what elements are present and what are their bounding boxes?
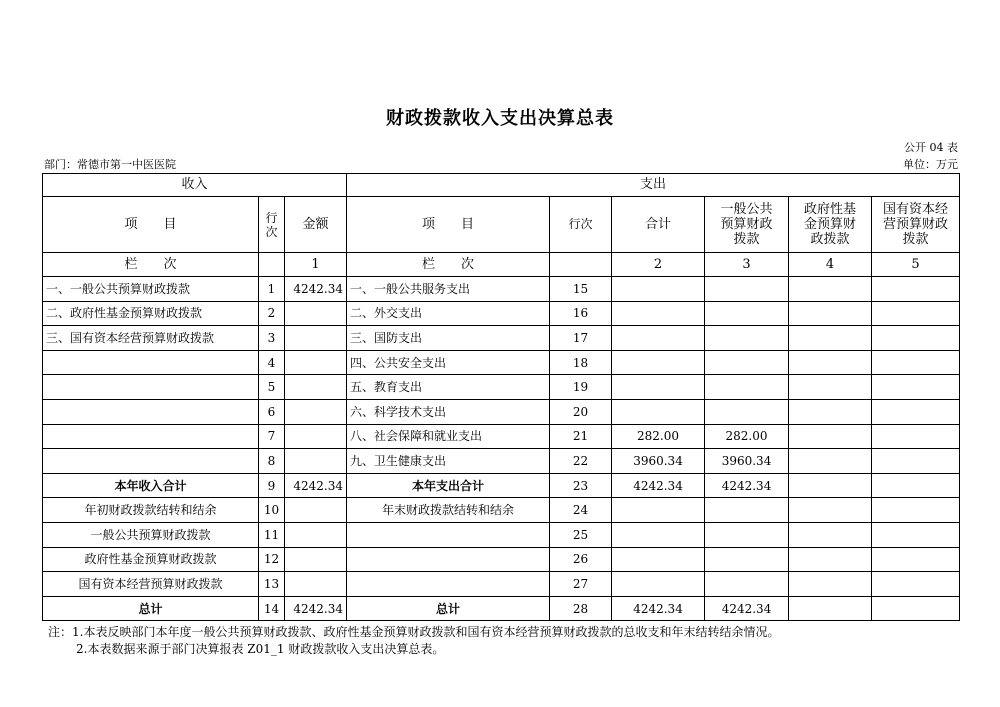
- income-row-no: 4: [259, 350, 285, 375]
- income-amount: 4242.34: [285, 596, 347, 621]
- income-item: 年初财政拨款结转和结余: [43, 498, 259, 523]
- expense-row-no: 16: [550, 301, 612, 326]
- table-row: [43, 277, 960, 302]
- expense-row-no: 23: [550, 473, 612, 498]
- department-label: 部门：常德市第一中医医院: [44, 158, 176, 171]
- col-num-5: 5: [872, 253, 960, 277]
- state-capital-value: [872, 449, 960, 474]
- notes: [48, 624, 779, 658]
- income-row-no: 6: [259, 399, 285, 424]
- expense-row-no: 20: [550, 399, 612, 424]
- income-item: [43, 375, 259, 400]
- general-budget-value: [705, 301, 789, 326]
- expense-row-no: 28: [550, 596, 612, 621]
- income-amount: 4242.34: [285, 473, 347, 498]
- table-row: [43, 572, 960, 597]
- expense-item: 一、一般公共服务支出: [347, 277, 550, 302]
- income-item: 一般公共预算财政拨款: [43, 522, 259, 547]
- note-1: 注：1.本表反映部门本年度一般公共预算财政拨款、政府性基金预算财政拨款和国有资本经营预算财政拨款的总收支和年末结转结余情况。: [48, 625, 780, 639]
- expense-item: 本年支出合计: [347, 473, 550, 498]
- expense-row-no: 15: [550, 277, 612, 302]
- header-state-capital: 国有资本经营预算财政拨款: [872, 197, 960, 253]
- expense-row-no: 22: [550, 449, 612, 474]
- table-row: [43, 522, 960, 547]
- unit-label: 单位：万元: [903, 158, 958, 171]
- expense-row-no: 17: [550, 326, 612, 351]
- state-capital-value: [872, 498, 960, 523]
- income-amount: [285, 449, 347, 474]
- expense-row-no: 21: [550, 424, 612, 449]
- income-amount: [285, 375, 347, 400]
- general-budget-value: [705, 326, 789, 351]
- note-2: 2.本表数据来源于部门决算报表 Z01_1 财政拨款收入支出决算总表。: [76, 642, 445, 656]
- income-row-no: 8: [259, 449, 285, 474]
- expense-total: 282.00: [612, 424, 705, 449]
- header-expense-item: 项 目: [347, 197, 550, 253]
- income-item: 二、政府性基金预算财政拨款: [43, 301, 259, 326]
- header-gov-fund: 政府性基金预算财政拨款: [789, 197, 872, 253]
- income-amount: [285, 498, 347, 523]
- expense-total: [612, 399, 705, 424]
- col-num-blank: [550, 253, 612, 277]
- expense-row-no: 19: [550, 375, 612, 400]
- form-code: 公开 04 表: [904, 141, 958, 154]
- income-item: [43, 350, 259, 375]
- state-capital-value: [872, 277, 960, 302]
- state-capital-value: [872, 522, 960, 547]
- expense-total: 4242.34: [612, 473, 705, 498]
- expense-row-no: 25: [550, 522, 612, 547]
- state-capital-value: [872, 547, 960, 572]
- expense-item: 八、社会保障和就业支出: [347, 424, 550, 449]
- state-capital-value: [872, 424, 960, 449]
- income-row-no: 7: [259, 424, 285, 449]
- income-item: [43, 424, 259, 449]
- state-capital-value: [872, 572, 960, 597]
- gov-fund-value: [789, 326, 872, 351]
- expense-item: 五、教育支出: [347, 375, 550, 400]
- expense-row-no: 24: [550, 498, 612, 523]
- expense-item: 四、公共安全支出: [347, 350, 550, 375]
- general-budget-value: [705, 350, 789, 375]
- gov-fund-value: [789, 277, 872, 302]
- income-amount: [285, 572, 347, 597]
- expense-row-no: 18: [550, 350, 612, 375]
- gov-fund-value: [789, 547, 872, 572]
- expense-item: 年末财政拨款结转和结余: [347, 498, 550, 523]
- col-num-4: 4: [789, 253, 872, 277]
- expense-total: [612, 277, 705, 302]
- state-capital-value: [872, 596, 960, 621]
- gov-fund-value: [789, 449, 872, 474]
- budget-table: [42, 173, 960, 621]
- header-general-budget: 一般公共预算财政拨款: [705, 197, 789, 253]
- state-capital-value: [872, 301, 960, 326]
- col-num-2: 2: [612, 253, 705, 277]
- income-row-no: 12: [259, 547, 285, 572]
- income-row-no: 11: [259, 522, 285, 547]
- table-row: [43, 424, 960, 449]
- expense-total: 4242.34: [612, 596, 705, 621]
- income-amount: [285, 399, 347, 424]
- header-income-row-no: 行次: [259, 197, 285, 253]
- gov-fund-value: [789, 596, 872, 621]
- expense-total: [612, 301, 705, 326]
- table-row: [43, 326, 960, 351]
- table-row: [43, 399, 960, 424]
- table-row: [43, 301, 960, 326]
- expense-item: [347, 522, 550, 547]
- income-amount: [285, 326, 347, 351]
- state-capital-value: [872, 375, 960, 400]
- gov-fund-value: [789, 399, 872, 424]
- income-row-no: 1: [259, 277, 285, 302]
- gov-fund-value: [789, 473, 872, 498]
- expense-item: [347, 572, 550, 597]
- income-item: [43, 399, 259, 424]
- general-budget-value: [705, 547, 789, 572]
- income-row-no: 5: [259, 375, 285, 400]
- general-budget-value: [705, 399, 789, 424]
- income-row-no: 3: [259, 326, 285, 351]
- table-row: [43, 498, 960, 523]
- expense-total: [612, 547, 705, 572]
- general-budget-value: [705, 572, 789, 597]
- col-num-blank: [259, 253, 285, 277]
- income-amount: [285, 547, 347, 572]
- header-row-columns: [43, 197, 960, 253]
- table-row: [43, 375, 960, 400]
- income-row-no: 10: [259, 498, 285, 523]
- state-capital-value: [872, 473, 960, 498]
- income-item: 三、国有资本经营预算财政拨款: [43, 326, 259, 351]
- header-row-sections: [43, 174, 960, 197]
- income-row-no: 13: [259, 572, 285, 597]
- expense-total: [612, 326, 705, 351]
- income-amount: [285, 350, 347, 375]
- header-total: 合计: [612, 197, 705, 253]
- income-amount: [285, 522, 347, 547]
- expense-item: 三、国防支出: [347, 326, 550, 351]
- expense-total: 3960.34: [612, 449, 705, 474]
- col-row-label-expense: 栏 次: [347, 253, 550, 277]
- header-row-column-numbers: [43, 253, 960, 277]
- table-row: [43, 350, 960, 375]
- income-item: 一、一般公共预算财政拨款: [43, 277, 259, 302]
- income-item: 国有资本经营预算财政拨款: [43, 572, 259, 597]
- header-expense: 支出: [347, 174, 960, 197]
- income-amount: 4242.34: [285, 277, 347, 302]
- expense-total: [612, 498, 705, 523]
- general-budget-value: [705, 498, 789, 523]
- gov-fund-value: [789, 572, 872, 597]
- general-budget-value: 4242.34: [705, 473, 789, 498]
- general-budget-value: [705, 375, 789, 400]
- expense-item: 九、卫生健康支出: [347, 449, 550, 474]
- header-income: 收入: [43, 174, 347, 197]
- expense-row-no: 27: [550, 572, 612, 597]
- expense-total: [612, 572, 705, 597]
- gov-fund-value: [789, 424, 872, 449]
- income-item: 政府性基金预算财政拨款: [43, 547, 259, 572]
- income-row-no: 14: [259, 596, 285, 621]
- col-num-3: 3: [705, 253, 789, 277]
- general-budget-value: [705, 277, 789, 302]
- income-item: 本年收入合计: [43, 473, 259, 498]
- col-row-label-income: 栏 次: [43, 253, 259, 277]
- table-row: [43, 596, 960, 621]
- table-row: [43, 449, 960, 474]
- state-capital-value: [872, 326, 960, 351]
- header-expense-row-no: 行次: [550, 197, 612, 253]
- income-item: 总计: [43, 596, 259, 621]
- gov-fund-value: [789, 350, 872, 375]
- expense-row-no: 26: [550, 547, 612, 572]
- expense-item: [347, 547, 550, 572]
- income-amount: [285, 424, 347, 449]
- table-row: [43, 473, 960, 498]
- expense-total: [612, 375, 705, 400]
- state-capital-value: [872, 399, 960, 424]
- general-budget-value: 282.00: [705, 424, 789, 449]
- header-income-item: 项 目: [43, 197, 259, 253]
- col-num-1: 1: [285, 253, 347, 277]
- general-budget-value: 4242.34: [705, 596, 789, 621]
- expense-item: 总计: [347, 596, 550, 621]
- expense-total: [612, 350, 705, 375]
- general-budget-value: 3960.34: [705, 449, 789, 474]
- report-title: 财政拨款收入支出决算总表: [386, 108, 614, 129]
- gov-fund-value: [789, 498, 872, 523]
- gov-fund-value: [789, 522, 872, 547]
- state-capital-value: [872, 350, 960, 375]
- income-item: [43, 449, 259, 474]
- header-income-amount: 金额: [285, 197, 347, 253]
- table-row: [43, 547, 960, 572]
- income-row-no: 2: [259, 301, 285, 326]
- income-amount: [285, 301, 347, 326]
- gov-fund-value: [789, 301, 872, 326]
- general-budget-value: [705, 522, 789, 547]
- expense-item: 六、科学技术支出: [347, 399, 550, 424]
- expense-total: [612, 522, 705, 547]
- income-row-no: 9: [259, 473, 285, 498]
- expense-item: 二、外交支出: [347, 301, 550, 326]
- gov-fund-value: [789, 375, 872, 400]
